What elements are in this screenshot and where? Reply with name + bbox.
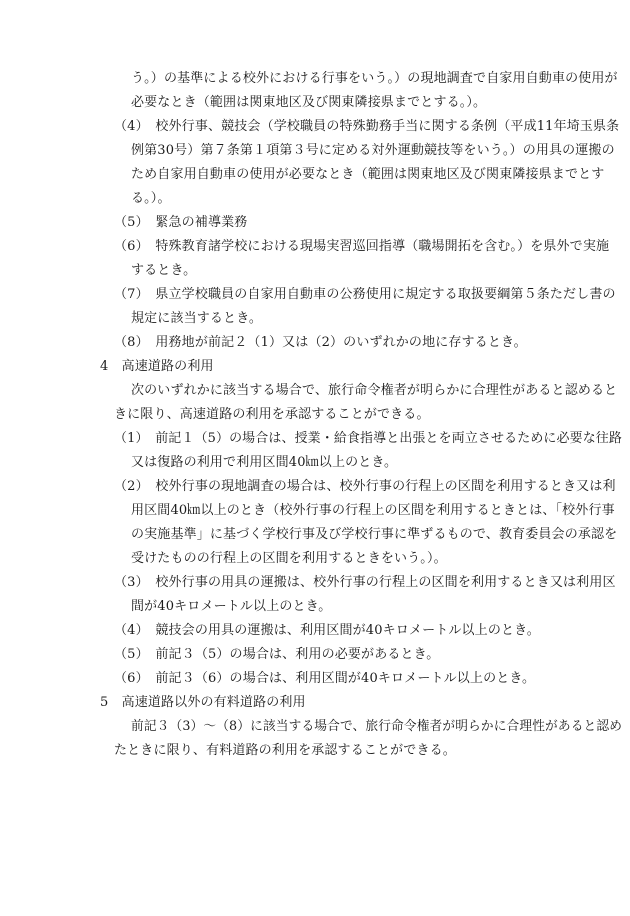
text-line: ため自家用自動車の使用が必要なとき（範囲は関東地区及び関東隣接県までとす	[131, 167, 605, 182]
list-item-5: （5） 緊急の補導業務	[114, 215, 248, 230]
list-item-4: （4） 競技会の用具の運搬は、利用区間が40キロメートル以上のとき。	[114, 623, 540, 638]
paragraph-line: 前記３（3）～（8）に該当する場合で、旅行命令権者が明らかに合理性があると認め	[131, 719, 623, 734]
list-item-4-line-1: （4） 校外行事、競技会（学校職員の特殊勤務手当に関する条例（平成11年埼玉県条	[114, 119, 620, 134]
text-line: 例第30号）第７条第１項第３号に定める対外運動競技等をいう。）の用具の運搬の	[131, 143, 615, 158]
section-heading-4: 4 高速道路の利用	[100, 359, 214, 374]
text-line: 用区間40㎞以上のとき（校外行事の行程上の区間を利用するときとは、「校外行事	[131, 503, 615, 518]
list-item-2-line-1: （2） 校外行事の現地調査の場合は、校外行事の行程上の区間を利用するとき又は利	[114, 479, 616, 494]
text-line: う。）の基準による校外における行事をいう。）の現地調査で自家用自動車の使用が	[131, 71, 618, 86]
paragraph-line: きに限り、高速道路の利用を承認することができる。	[114, 407, 430, 422]
list-item-7-line-1: （7） 県立学校職員の自家用自動車の公務使用に規定する取扱要綱第５条ただし書の	[114, 287, 616, 302]
text-line: 又は復路の利用で利用区間40㎞以上のとき。	[131, 455, 398, 470]
text-line: の実施基準」に基づく学校行事及び学校行事に準ずるもので、教育委員会の承認を	[131, 527, 618, 542]
paragraph-line: たときに限り、有料道路の利用を承認することができる。	[114, 743, 456, 758]
list-item-6: （6） 前記３（6）の場合は、利用区間が40キロメートル以上のとき。	[114, 671, 536, 686]
text-line: するとき。	[131, 263, 197, 278]
list-item-3-line-1: （3） 校外行事の用具の運搬は、校外行事の行程上の区間を利用するとき又は利用区	[114, 575, 616, 590]
paragraph-line: 次のいずれかに該当する場合で、旅行命令権者が明らかに合理性があると認めると	[131, 383, 618, 398]
list-item-8: （8） 用務地が前記２（1）又は（2）のいずれかの地に存するとき。	[114, 335, 527, 350]
list-item-1-line-1: （1） 前記１（5）の場合は、授業・給食指導と出張とを両立させるために必要な往路	[114, 431, 623, 446]
text-line: 規定に該当するとき。	[131, 311, 262, 326]
text-line: 間が40キロメートル以上のとき。	[131, 599, 332, 614]
list-item-5: （5） 前記３（5）の場合は、利用の必要があるとき。	[114, 647, 440, 662]
text-line: る。）。	[131, 191, 171, 206]
text-line: 必要なとき（範囲は関東地区及び関東隣接県までとする。）。	[131, 95, 487, 110]
text-line: 受けたものの行程上の区間を利用するときをいう。）。	[131, 551, 447, 566]
section-heading-5: 5 高速道路以外の有料道路の利用	[100, 695, 306, 710]
list-item-6-line-1: （6） 特殊教育諸学校における現場実習巡回指導（職場開拓を含む。）を県外で実施	[114, 239, 610, 254]
